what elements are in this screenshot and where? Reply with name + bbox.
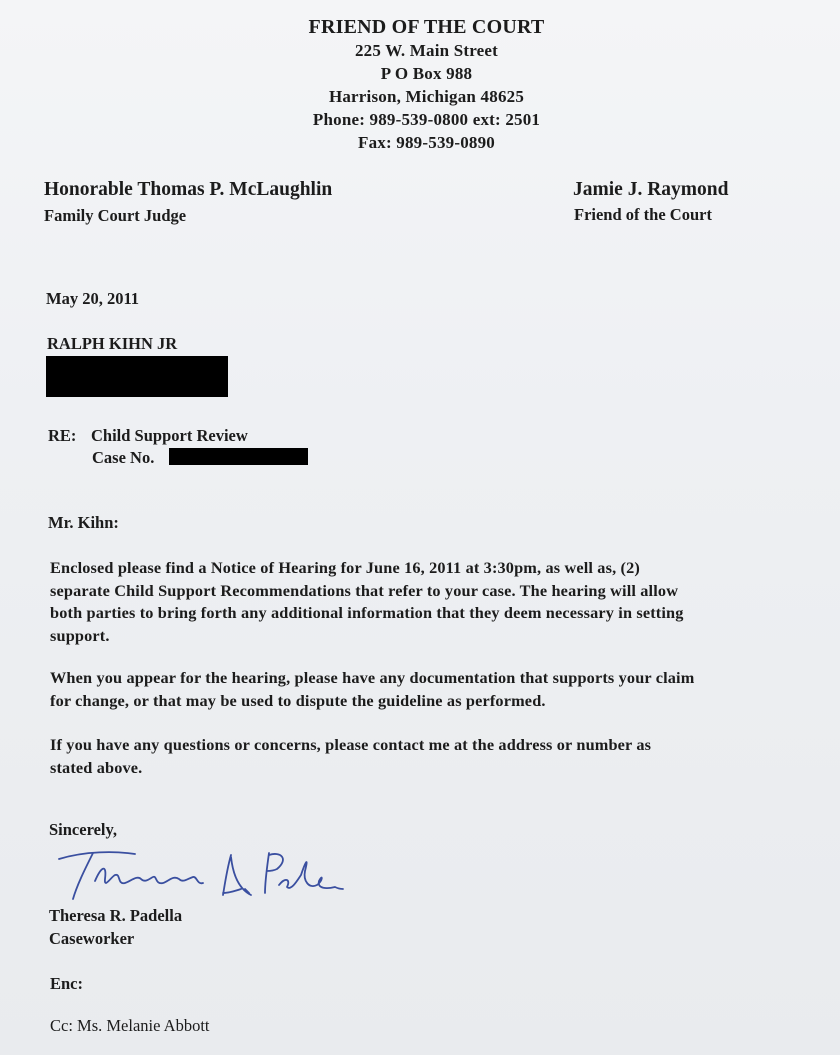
re-label: RE: — [48, 426, 77, 445]
handwritten-signature — [55, 845, 345, 905]
body-paragraph-1 — [50, 557, 810, 647]
cc-line: Cc: Ms. Melanie Abbott — [50, 1016, 210, 1035]
city-state-zip: Harrison, Michigan 48625 — [328, 87, 525, 106]
closing: Sincerely, — [49, 820, 117, 839]
paragraph-line: separate Child Support Recommendations that refer to your case. The hearing will allow — [50, 580, 679, 600]
redacted-case-number — [169, 448, 308, 465]
paragraph-line: support. — [50, 625, 110, 645]
paragraph-line: If you have any questions or concerns, please contact me at the address or number as — [50, 735, 652, 754]
street-address: 225 W. Main Street — [354, 41, 499, 60]
redacted-address-block — [46, 356, 228, 397]
re-subject: Child Support Review — [91, 426, 248, 445]
paragraph-line: Enclosed please find a Notice of Hearing for June 16, 2011 at 3:30pm, as well as, (2) — [50, 558, 640, 577]
office-title: FRIEND OF THE COURT — [308, 16, 545, 38]
body-paragraph-2 — [50, 667, 810, 712]
po-box: P O Box 988 — [380, 64, 473, 83]
letter-date: May 20, 2011 — [46, 289, 140, 308]
case-number-label: Case No. — [92, 448, 155, 467]
recipient-name: RALPH KIHN JR — [47, 334, 178, 353]
foc-name: Jamie J. Raymond — [573, 179, 729, 200]
paragraph-line: both parties to bring forth any additional information that they deem necessary in setting — [50, 603, 684, 622]
signer-name: Theresa R. Padella — [49, 906, 183, 925]
paragraph-line: stated above. — [50, 757, 143, 777]
paragraph-line: for change, or that may be used to dispute the guideline as performed. — [50, 690, 546, 710]
enclosure-label: Enc: — [50, 974, 83, 993]
fax-number: Fax: 989-539-0890 — [357, 133, 496, 152]
phone-number: Phone: 989-539-0800 ext: 2501 — [312, 110, 541, 129]
salutation: Mr. Kihn: — [48, 513, 119, 532]
judge-name: Honorable Thomas P. McLaughlin — [44, 179, 333, 200]
paragraph-line: When you appear for the hearing, please have any documentation that supports your claim — [50, 668, 695, 687]
judge-title: Family Court Judge — [44, 206, 187, 225]
body-paragraph-3 — [50, 734, 810, 779]
foc-title: Friend of the Court — [574, 205, 712, 224]
signer-title: Caseworker — [49, 929, 135, 948]
